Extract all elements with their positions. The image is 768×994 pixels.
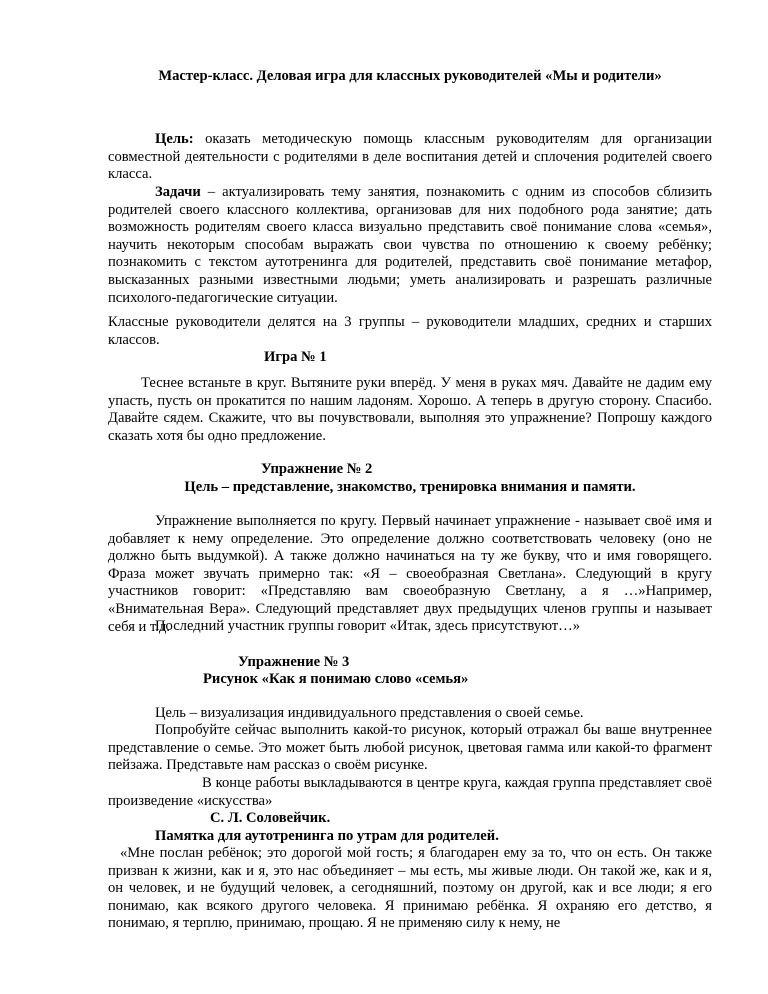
exercise2-subheading: Цель – представление, знакомство, тренировка внимания и памяти.: [184, 479, 636, 495]
exercise3-goal: Цель – визуализация индивидуального представления о своей семье.: [155, 705, 584, 721]
tasks-paragraph: [108, 184, 712, 307]
tasks-text: – актуализировать тему занятия, познакомить с одним из способов сблизить родителей своего классного коллектива, организовав для них подобного рода занятие; дать возможность родителям своего класса визуально представить своё понимание слова «семья», научить некоторым способам выражать свои чувства по отношению к своему ребёнку; познакомить с текстом аутотренинга для родителей, представить своё понимание метафор, высказанных разными известными людьми; уметь анализировать и разрешать различные психолого-педагогические ситуации.: [108, 184, 712, 306]
goal-paragraph: [108, 131, 712, 184]
exercise3-subheading: Рисунок «Как я понимаю слово «семья»: [203, 671, 469, 687]
author-name: С. Л. Соловейчик.: [210, 810, 331, 826]
exercise3-heading: Упражнение № 3: [238, 654, 350, 670]
page-title: Мастер-класс. Деловая игра для классных руководителей «Мы и родители»: [158, 68, 662, 84]
exercise2-heading: Упражнение № 2: [261, 461, 373, 477]
memo-title: Памятка для аутотренинга по утрам для родителей.: [155, 828, 499, 844]
game1-heading: Игра № 1: [264, 349, 327, 365]
groups-paragraph: Классные руководители делятся на 3 группы – руководители младших, средних и старших классов.: [108, 314, 712, 348]
goal-text: оказать методическую помощь классным руководителям для организации совместной деятельности с родителями в деле воспитания детей и сплочения родителей своего класса.: [108, 131, 712, 183]
goal-label: Цель:: [155, 131, 194, 147]
exercise2-text: Упражнение выполняется по кругу. Первый начинает упражнение - называет своё имя и добавляет к нему определение. Это определение должно соответствовать человеку (оно не должно быть выдумкой). А также должно начинаться на ту же букву, что и имя говорящего. Фраза может звучать примерно так: «Я – своеобразная Светлана». Следующий в кругу участников говорит: «Представляю вам своеобразную Светлану, а я …»Например, «Внимательная Вера». Следующий представляет двух предыдущих членов группы и называет себя и т.д.: [108, 513, 712, 635]
tasks-label: Задачи: [155, 184, 201, 200]
memo-text: «Мне послан ребёнок; это дорогой мой гость; я благодарен ему за то, что он есть. Он также призван к жизни, как и я, это нас объединяет – мы есть, мы живые люди. Он такой же, как и я, он человек, и не будущий человек, а сегодняшний, поэтому он другой, как и все люди; я его понимаю, как всякого другого человека. Я принимаю ребёнка. Я охраняю его детство, я понимаю, я терплю, принимаю, прощаю. Я не применяю силу к нему, не: [108, 845, 712, 932]
exercise3-end: В конце работы выкладываются в центре круга, каждая группа представляет своё произведение «искусства»: [108, 775, 712, 809]
game1-text: Теснее встаньте в круг. Вытяните руки вперёд. У меня в руках мяч. Давайте не дадим ему упасть, пусть он прокатится по нашим ладоням. Хорошо. А теперь в другую сторону. Спасибо. Давайте сядем. Скажите, что вы почувствовали, выполняя это упражнение? Попрошу каждого сказать хотя бы одно предложение.: [108, 375, 712, 444]
exercise2-last: Последний участник группы говорит «Итак, здесь присутствуют…»: [155, 618, 581, 634]
exercise3-text: Попробуйте сейчас выполнить какой-то рисунок, который отражал бы ваше внутреннее представление о семье. Это может быть любой рисунок, цветовая гамма или какой-то фрагмент пейзажа. Представьте нам рассказ о своём рисунке.: [108, 722, 712, 774]
